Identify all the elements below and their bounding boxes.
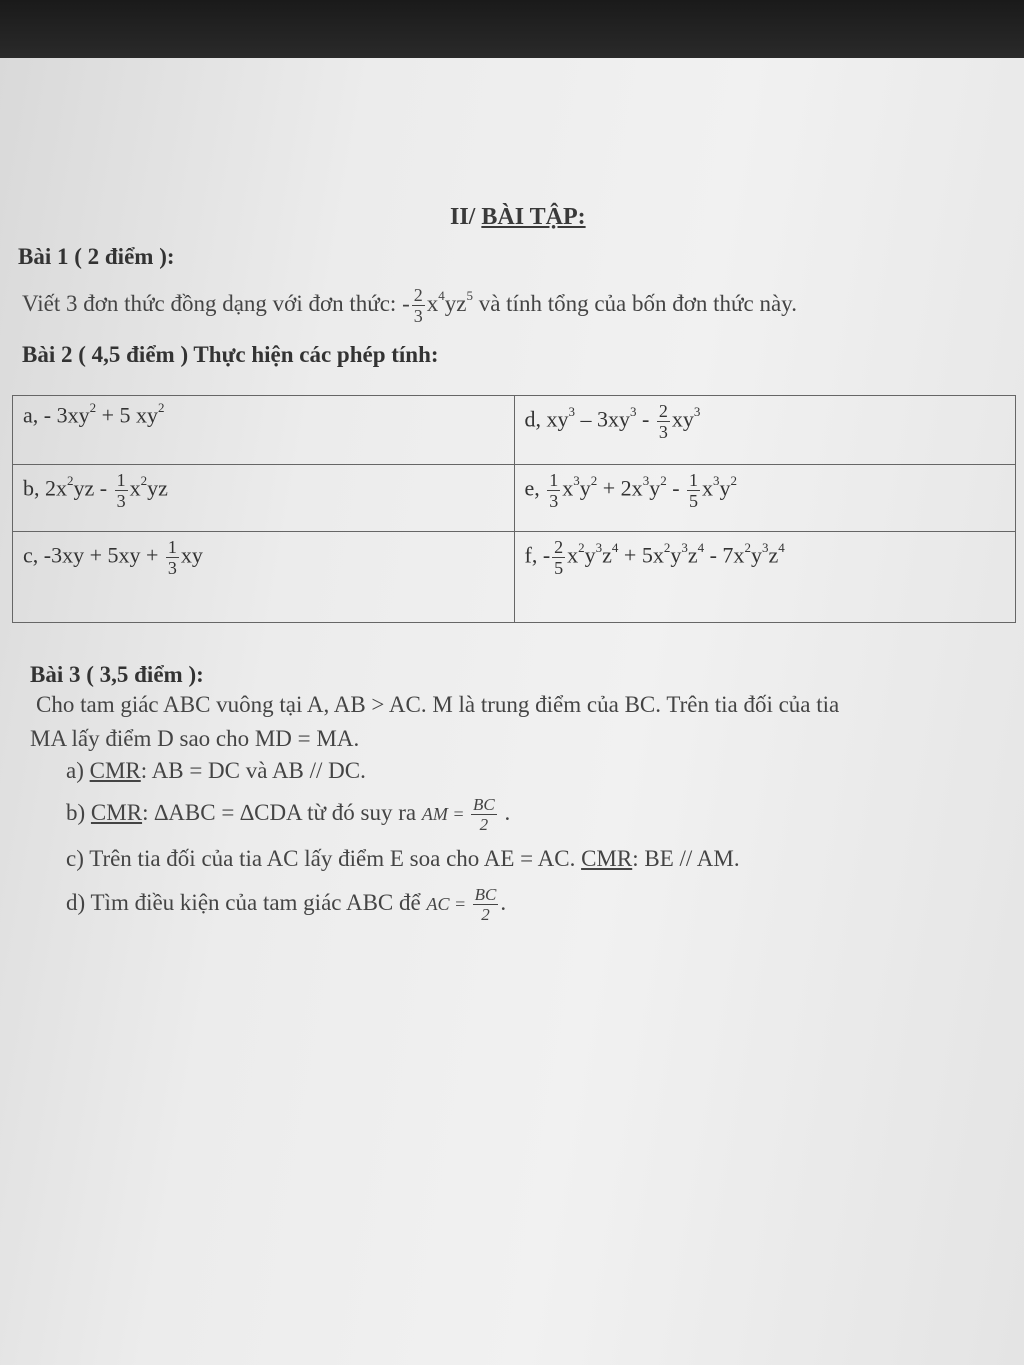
table-row [13,532,1016,623]
frac-denominator: 5 [689,491,699,511]
exponent: 2 [158,400,165,415]
exercise-table [12,395,1016,623]
exercise-d [514,396,1016,465]
expr-part: x [562,475,574,501]
table-row [13,396,1016,465]
expr-part: + 2x [597,475,643,501]
frac-numerator: 2 [658,401,668,421]
expr-part: - [666,475,686,501]
expr-part: e, [524,475,546,501]
exercise-e [514,465,1016,532]
part-label: b) [66,799,91,825]
math-lhs: AC = [426,893,471,914]
fraction [115,471,128,510]
part-label: d) [66,889,91,915]
math-lhs: AM = [421,803,469,824]
exercise-f [514,532,1016,623]
exponent: 2 [89,400,97,415]
exercise-c [13,532,515,623]
bai3-part-c [66,846,740,872]
part-end: . [500,889,507,915]
fraction [473,886,499,923]
exponent: 2 [578,540,585,556]
exponent: 3 [713,473,720,489]
bai3-part-d [66,886,506,923]
exponent: 3 [595,540,603,556]
exponent: 3 [630,404,637,420]
part-label: c) [66,846,90,871]
bai3-part-b [66,796,510,833]
exponent: 3 [568,404,575,420]
frac-numerator: BC [474,885,497,904]
expr-part: c, -3xy + 5xy + [23,542,164,568]
monomial-x: x [426,290,439,316]
frac-numerator: 2 [413,285,423,305]
expr-part: z [602,542,612,568]
bai1-line-end: và tính tổng của bốn đơn thức này. [472,290,797,316]
fraction [166,538,179,577]
frac-denominator: 3 [658,422,668,442]
fraction [547,471,560,510]
expr-part: z [687,542,698,568]
section-title-text: BÀI TẬP: [481,204,586,230]
section-prefix: II/ [450,204,482,230]
expr-part: - [636,406,655,432]
expr-part: – 3xy [575,406,630,432]
fraction [657,402,670,441]
expr-part: y [719,475,731,501]
exponent: 3 [573,473,580,489]
monomial-yz: yz [444,290,467,316]
bai3-line1: Cho tam giác ABC vuông tại A, AB > AC. M là trung điểm của BC. Trên tia đối của tia [36,692,840,717]
dark-background-band [0,0,1024,62]
exponent: 2 [590,473,598,489]
table-row [13,465,1016,532]
expr-part: x [702,475,714,501]
expr-part: y [670,542,682,568]
frac-denominator: 3 [413,306,423,326]
frac-denominator: 3 [549,491,559,511]
exercise-b [13,465,515,532]
part-text: : AB = DC và AB // DC. [140,758,366,783]
frac-numerator: 1 [116,470,126,490]
exponent: 2 [140,473,148,489]
exponent: 2 [660,473,667,489]
bai3-part-a [66,758,366,784]
exponent: 4 [438,288,445,304]
expr-part: a, - 3xy [23,402,90,428]
frac-numerator: 1 [167,537,177,557]
expr-part: xy [180,542,203,568]
exponent: 2 [663,540,671,556]
frac-denominator: 5 [554,558,564,578]
bai1-fraction [412,286,425,325]
frac-denominator: 2 [481,905,490,924]
expr-part: f, - [524,542,551,568]
exponent: 3 [642,473,650,489]
exponent: 4 [697,540,705,556]
frac-numerator: 1 [549,470,559,490]
bai3-line2: MA lấy điểm D sao cho MD = MA. [30,726,360,751]
expr-part: - 7x [704,542,745,568]
expr-part: y [649,475,661,501]
fraction [552,538,565,577]
frac-numerator: 2 [554,537,564,557]
expr-part: d, xy [524,406,569,432]
exponent: 4 [611,540,619,556]
exponent: 2 [744,540,751,556]
exponent: 4 [778,540,785,556]
exponent: 5 [466,288,473,304]
expr-part: + 5 xy [96,402,159,428]
exponent: 3 [761,540,769,556]
part-text: Trên tia đối của tia AC lấy điểm E soa cho AE = AC. [89,846,582,871]
bai2-heading: Bài 2 ( 4,5 điểm ) Thực hiện các phép tính: [22,342,439,367]
bai3-heading: Bài 3 ( 3,5 điểm ): [30,662,204,687]
part-end: : BE // AM. [632,846,740,871]
part-label: a) [66,758,90,783]
expr-part: y [579,475,591,501]
expr-part: xy [671,406,694,432]
exercise-a [13,396,515,465]
expr-part: yz [147,475,168,501]
expr-part: y [750,542,762,568]
cmr-keyword: CMR [90,799,143,825]
expr-part: y [584,542,596,568]
expr-part: z [768,542,779,568]
exponent: 2 [67,473,74,489]
exponent: 3 [693,404,701,420]
fraction [687,471,700,510]
fraction [471,796,497,833]
frac-numerator: 1 [689,470,699,490]
cmr-keyword: CMR [89,758,141,783]
part-text: : ∆ABC = ∆CDA từ đó suy ra [142,799,422,825]
frac-denominator: 2 [479,815,489,834]
expr-part: x [567,542,579,568]
bai1-statement [22,286,797,325]
bai1-heading: Bài 1 ( 2 điểm ): [18,244,175,269]
expr-part: yz - [73,475,113,501]
frac-denominator: 3 [167,558,177,578]
cmr-keyword: CMR [581,846,633,871]
part-text: Tìm điều kiện của tam giác ABC để [90,889,427,915]
expr-part: + 5x [618,542,664,568]
part-end: . [498,799,511,825]
section-title [450,204,586,231]
frac-numerator: BC [472,795,495,814]
exponent: 3 [681,540,688,556]
exponent: 2 [730,473,738,489]
expr-part: b, 2x [23,475,67,501]
frac-denominator: 3 [116,491,126,511]
bai1-line-start: Viết 3 đơn thức đồng dạng với đơn thức: - [22,290,410,316]
expr-part: x [129,475,141,501]
